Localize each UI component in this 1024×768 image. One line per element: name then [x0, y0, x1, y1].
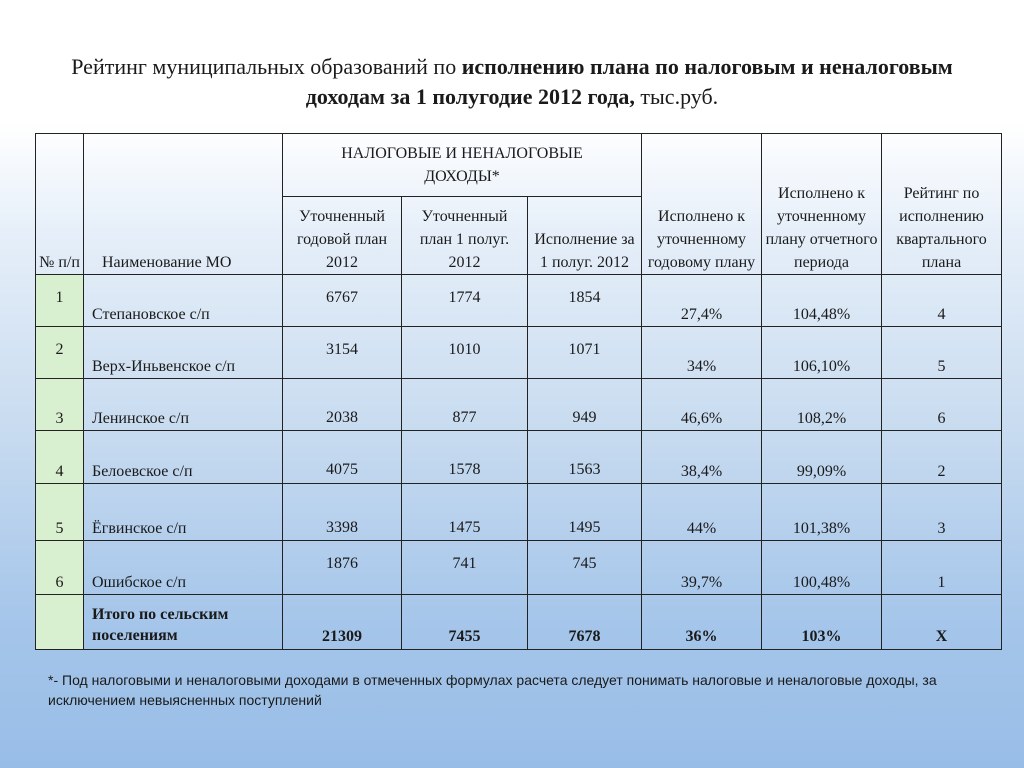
table-row — [36, 431, 1002, 484]
total-pct-annual: 36% — [642, 595, 762, 650]
row-half-exec: 949 — [528, 379, 642, 431]
row-pct-period: 100,48% — [762, 541, 882, 595]
row-annual-plan: 6767 — [283, 275, 402, 327]
row-name: Верх-Иньвенское с/п — [84, 327, 283, 379]
row-annual-plan: 3154 — [283, 327, 402, 379]
header-income-group: НАЛОГОВЫЕ И НЕНАЛОГОВЫЕ ДОХОДЫ* — [283, 134, 642, 197]
row-num: 5 — [36, 484, 84, 541]
total-row — [36, 595, 1002, 650]
row-half-plan: 1578 — [402, 431, 528, 484]
row-pct-annual: 34% — [642, 327, 762, 379]
row-half-exec: 1071 — [528, 327, 642, 379]
row-half-plan: 1010 — [402, 327, 528, 379]
row-annual-plan: 2038 — [283, 379, 402, 431]
header-rating: Рейтинг по исполнению квартального плана — [882, 134, 1002, 275]
header-half-exec: Исполнение за 1 полуг. 2012 — [528, 197, 642, 275]
row-num: 3 — [36, 379, 84, 431]
row-pct-annual: 38,4% — [642, 431, 762, 484]
row-pct-period: 106,10% — [762, 327, 882, 379]
total-half-exec: 7678 — [528, 595, 642, 650]
title-bold-text: исполнению плана по налоговым и неналоговым доходам за 1 полугодие 2012 года, — [305, 54, 953, 109]
row-half-exec: 1854 — [528, 275, 642, 327]
table-row — [36, 327, 1002, 379]
row-pct-annual: 46,6% — [642, 379, 762, 431]
title-unit-text: тыс.руб. — [634, 84, 719, 109]
row-half-exec: 1495 — [528, 484, 642, 541]
page-title — [40, 52, 984, 112]
row-pct-period: 101,38% — [762, 484, 882, 541]
row-annual-plan: 3398 — [283, 484, 402, 541]
table-row — [36, 541, 1002, 595]
row-rating: 4 — [882, 275, 1002, 327]
table-row — [36, 484, 1002, 541]
row-half-exec: 1563 — [528, 431, 642, 484]
footnote: *- Под налоговыми и неналоговыми доходами в отмеченных формулах расчета следует понимать налоговые и неналоговые доходы, за исключением невыясненных поступлений — [48, 672, 937, 708]
row-annual-plan: 1876 — [283, 541, 402, 595]
row-rating: 6 — [882, 379, 1002, 431]
title-text: Рейтинг муниципальных образований по — [71, 54, 462, 79]
row-name: Белоевское с/п — [84, 431, 283, 484]
row-pct-annual: 44% — [642, 484, 762, 541]
row-pct-annual: 27,4% — [642, 275, 762, 327]
total-num — [36, 595, 84, 650]
row-pct-annual: 39,7% — [642, 541, 762, 595]
row-rating: 2 — [882, 431, 1002, 484]
header-annual-plan: Уточненный годовой план 2012 — [283, 197, 402, 275]
row-rating: 3 — [882, 484, 1002, 541]
total-annual-plan: 21309 — [283, 595, 402, 650]
row-name: Степановское с/п — [84, 275, 283, 327]
row-half-exec: 745 — [528, 541, 642, 595]
header-half-plan: Уточненный план 1 полуг. 2012 — [402, 197, 528, 275]
row-num: 1 — [36, 275, 84, 327]
table-row — [36, 275, 1002, 327]
header-num: № п/п — [36, 134, 84, 275]
rating-table — [35, 133, 1002, 650]
row-half-plan: 1475 — [402, 484, 528, 541]
row-half-plan: 877 — [402, 379, 528, 431]
header-pct-period: Исполнено к уточненному плану отчетного периода — [762, 134, 882, 275]
row-num: 2 — [36, 327, 84, 379]
row-num: 4 — [36, 431, 84, 484]
header-name: Наименование МО — [84, 134, 283, 275]
row-name: Ленинское с/п — [84, 379, 283, 431]
row-rating: 1 — [882, 541, 1002, 595]
table-row — [36, 379, 1002, 431]
row-num: 6 — [36, 541, 84, 595]
row-name: Ошибское с/п — [84, 541, 283, 595]
row-half-plan: 1774 — [402, 275, 528, 327]
row-pct-period: 108,2% — [762, 379, 882, 431]
row-pct-period: 99,09% — [762, 431, 882, 484]
header-pct-annual: Исполнено к уточненному годовому плану — [642, 134, 762, 275]
total-name: Итого по сельским поселениям — [84, 595, 283, 650]
total-rating: Х — [882, 595, 1002, 650]
total-pct-period: 103% — [762, 595, 882, 650]
row-name: Ёгвинское с/п — [84, 484, 283, 541]
row-annual-plan: 4075 — [283, 431, 402, 484]
row-rating: 5 — [882, 327, 1002, 379]
row-half-plan: 741 — [402, 541, 528, 595]
row-pct-period: 104,48% — [762, 275, 882, 327]
total-half-plan: 7455 — [402, 595, 528, 650]
